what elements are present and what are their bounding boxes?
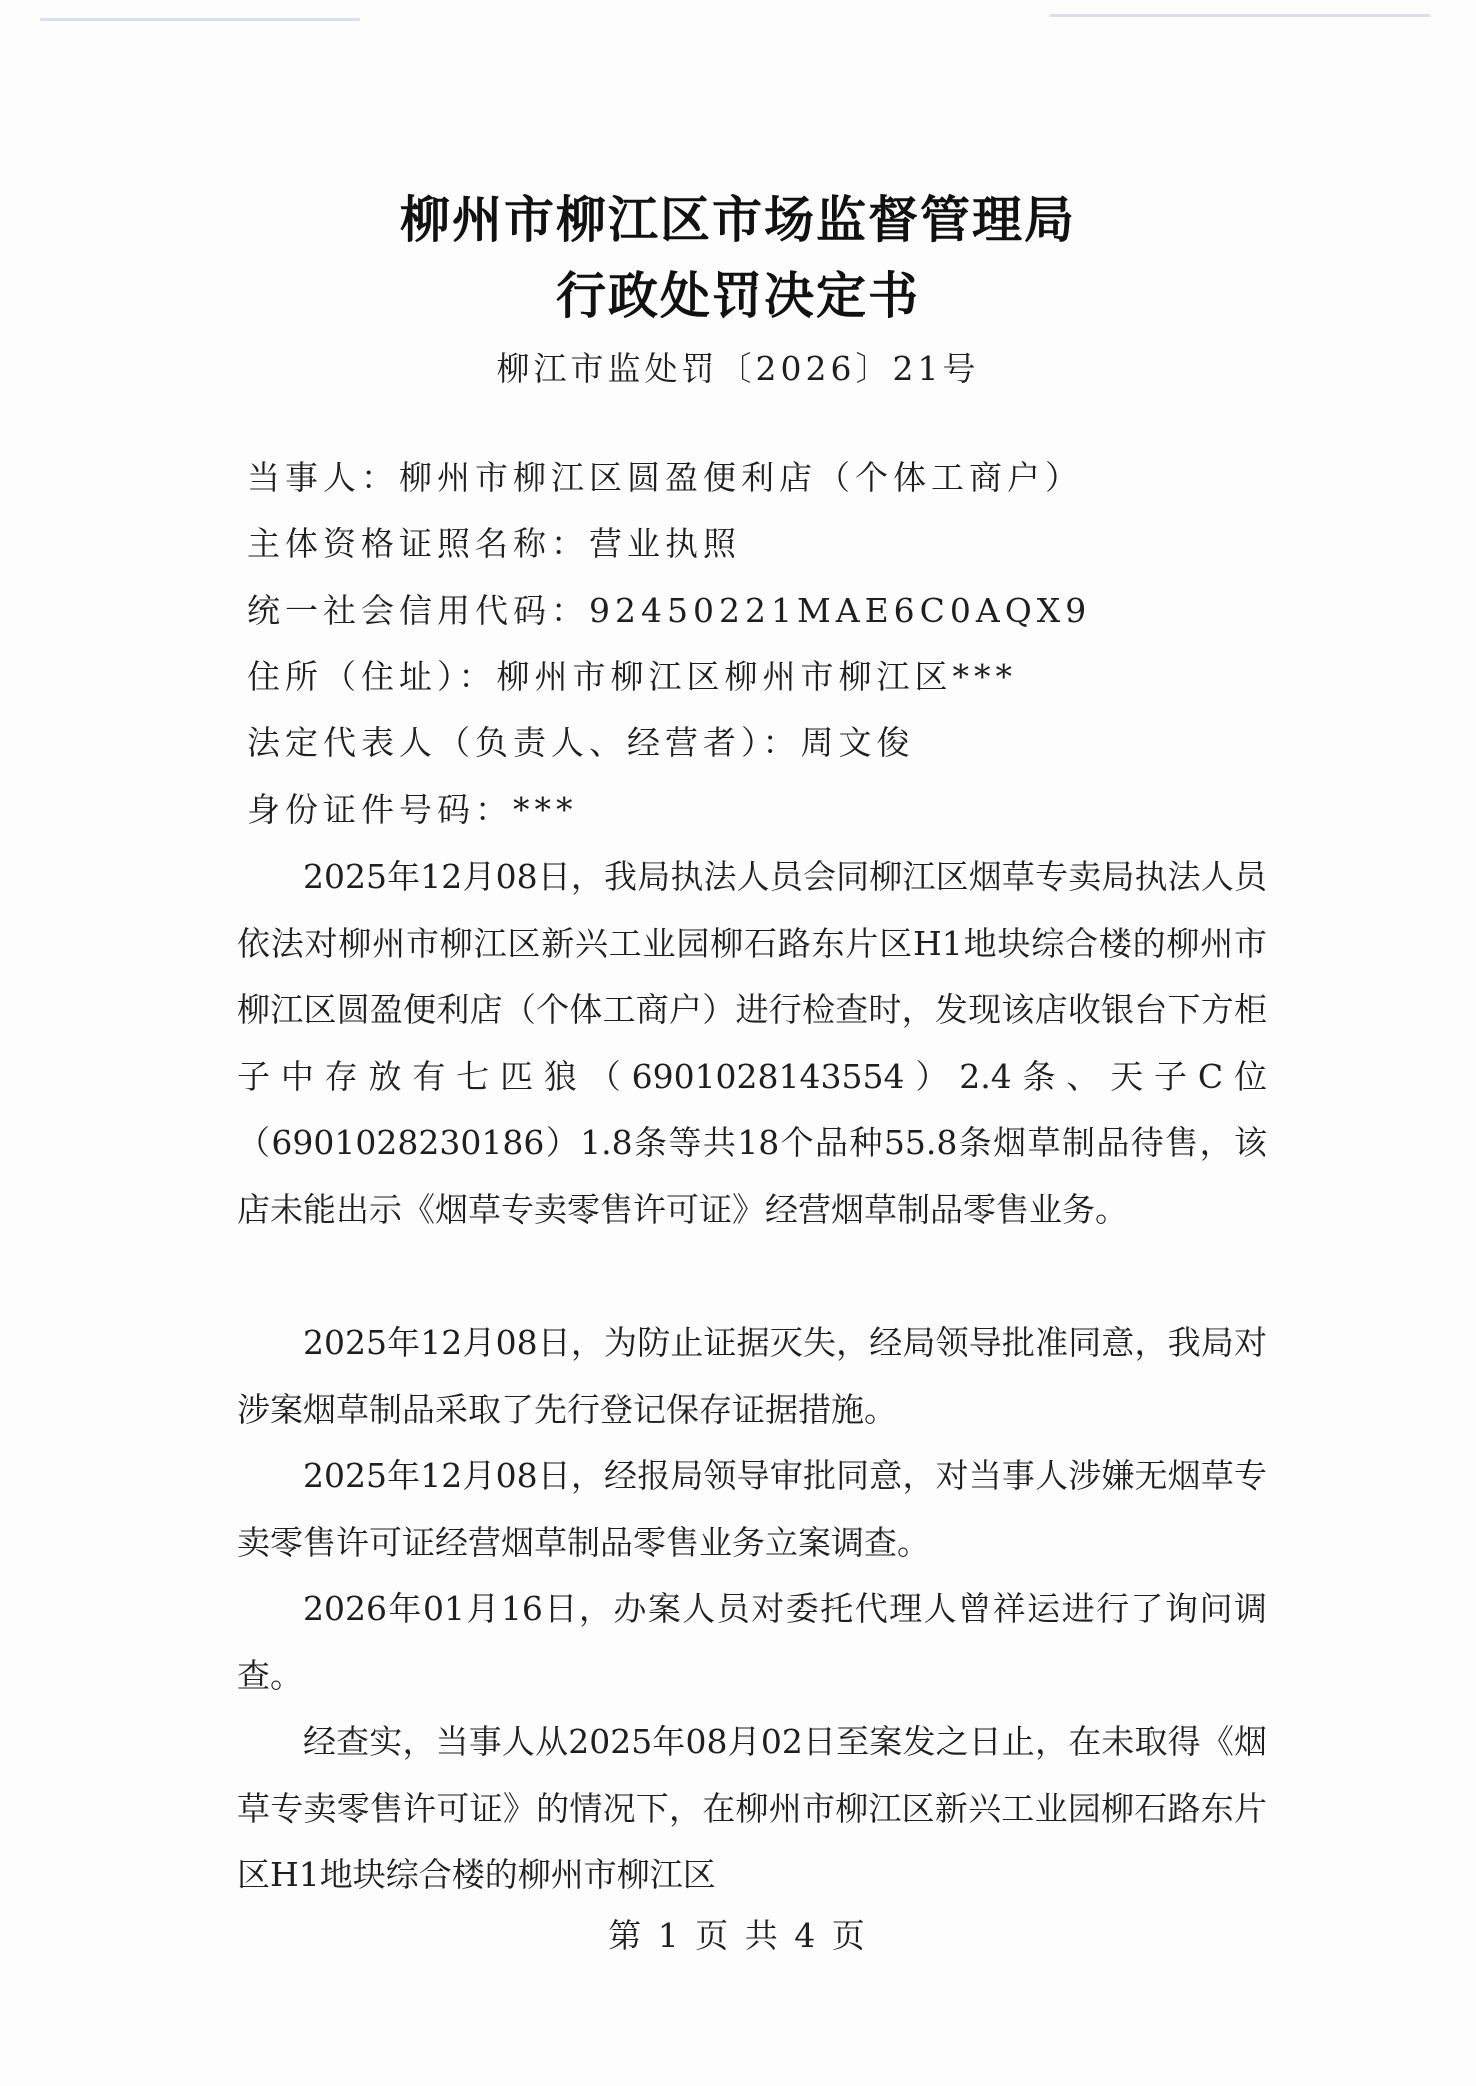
- paragraph-case-filing: 2025年12月08日，经报局领导审批同意，对当事人涉嫌无烟草专卖零售许可证经营烟草制品零售业务立案调查。: [237, 1456, 1267, 1562]
- scan-artifact: [40, 18, 360, 21]
- license-name: 主体资格证照名称：营业执照: [247, 524, 741, 563]
- document-number: 柳江市监处罚〔2026〕21号: [496, 349, 980, 388]
- paragraph-inspection: 2025年12月08日，我局执法人员会同柳江区烟草专卖局执法人员依法对柳州市柳江区新兴工业园柳石路东片区H1地块综合楼的柳州市柳江区圆盈便利店（个体工商户）进行检查时，发现该店收银台下方柜子中存放有七匹狼（6901028143554）2.4条、天子C位（6901028230186）1.8条等共18个品种55.8条烟草制品待售，该店未能出示《烟草专卖零售许可证》经营烟草制品零售业务。: [237, 857, 1267, 1229]
- legal-representative: 法定代表人（负责人、经营者）：周文俊: [247, 723, 915, 762]
- document-title-line2: 行政处罚决定书: [556, 267, 920, 325]
- id-number: 身份证件号码：***: [247, 790, 578, 829]
- scan-artifact: [1050, 14, 1430, 17]
- paragraph-findings: 经查实，当事人从2025年08月02日至案发之日止，在未取得《烟草专卖零售许可证》的情况下，在柳州市柳江区新兴工业园柳石路东片区H1地块综合楼的柳州市柳江区: [237, 1722, 1267, 1895]
- party-name: 当事人：柳州市柳江区圆盈便利店（个体工商户）: [247, 458, 1083, 497]
- document-title-line1: 柳州市柳江区市场监督管理局: [400, 191, 1076, 249]
- party-address: 住所（住址）：柳州市柳江区柳州市柳江区***: [247, 657, 1017, 696]
- paragraph-evidence-preservation: 2025年12月08日，为防止证据灭失，经局领导批准同意，我局对涉案烟草制品采取了先行登记保存证据措施。: [237, 1323, 1267, 1429]
- page-number: 第 1 页 共 4 页: [608, 1916, 868, 1955]
- paragraph-inquiry: 2026年01月16日，办案人员对委托代理人曾祥运进行了询问调查。: [237, 1589, 1267, 1695]
- credit-code: 统一社会信用代码：92450221MAE6C0AQX9: [247, 591, 1092, 630]
